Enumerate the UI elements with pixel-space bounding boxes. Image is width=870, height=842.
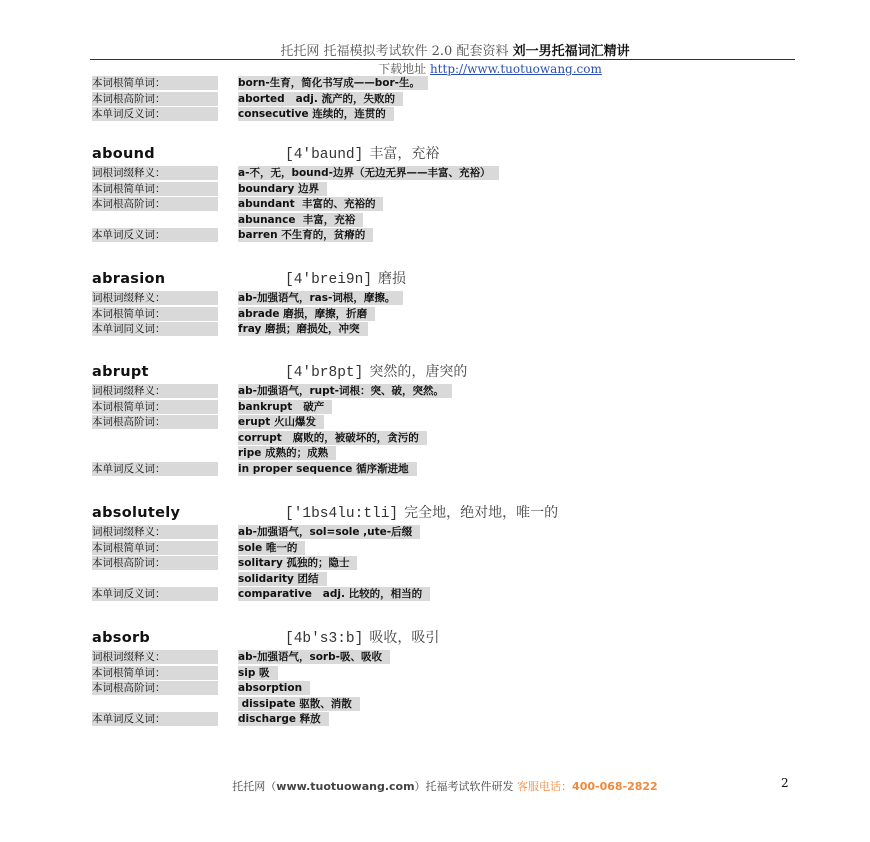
phonetic: [4b's3:b] — [285, 631, 364, 647]
row-value: ab-加强语气，ras-词根，摩擦。 — [238, 291, 403, 305]
row-label: 本单词反义词： — [92, 107, 218, 121]
entry-row — [92, 712, 792, 728]
entry-row — [92, 76, 792, 92]
page-footer — [0, 778, 870, 794]
row-label: 本词根简单词： — [92, 307, 218, 321]
row-value: ab-加强语气，sol=sole ,ute-后缀 — [238, 525, 420, 539]
phonetic: [4'brei9n] — [285, 272, 373, 288]
entry-heading — [92, 267, 792, 289]
row-value: a-不，无，bound-边界（无边无界——丰富、充裕） — [238, 166, 499, 180]
download-line — [0, 60, 870, 77]
row-label — [92, 213, 218, 227]
row-value: solitary 孤独的；隐士 — [238, 556, 357, 570]
row-label: 词根词缀释义： — [92, 384, 218, 398]
row-value: aborted adj. 流产的，失败的 — [238, 92, 403, 106]
row-label — [92, 431, 218, 445]
row-label — [92, 572, 218, 586]
row-label: 本词根简单词： — [92, 541, 218, 555]
entry-row — [92, 446, 792, 462]
headword: absolutely — [92, 505, 181, 521]
page-number: 2 — [781, 776, 789, 790]
row-label: 本词根简单词： — [92, 400, 218, 414]
row-label: 本词根高阶词： — [92, 415, 218, 429]
entry-heading — [92, 501, 792, 523]
phonetic: [4'baund] — [285, 147, 364, 163]
row-label: 本词根高阶词： — [92, 556, 218, 570]
footer-text: 托托网（ — [232, 780, 277, 793]
header-title-bold: 刘一男托福词汇精讲 — [512, 44, 630, 59]
entry-row — [92, 462, 792, 478]
row-value: abundant 丰富的、充裕的 — [238, 197, 383, 211]
row-label — [92, 446, 218, 460]
hotline-number: 400-068-2822 — [572, 780, 658, 793]
hotline-label: 客服电话： — [517, 780, 573, 793]
entry-abound — [92, 142, 792, 244]
entry-row — [92, 107, 792, 123]
entry-row — [92, 228, 792, 244]
row-value: dissipate 驱散、消散 — [238, 697, 360, 711]
download-label: 下载地址 — [378, 62, 427, 76]
entry-row — [92, 572, 792, 588]
row-value: sip 吸 — [238, 666, 278, 680]
meaning: 丰富，充裕 — [369, 146, 440, 162]
row-value: born-生育，简化书写成——bor-生。 — [238, 76, 428, 90]
row-value: discharge 释放 — [238, 712, 329, 726]
entry-row — [92, 681, 792, 697]
row-label: 本单词反义词： — [92, 712, 218, 726]
entry-row — [92, 166, 792, 182]
phonetic: [4'br8pt] — [285, 365, 364, 381]
entry-row — [92, 322, 792, 338]
row-label: 本词根简单词： — [92, 182, 218, 196]
entry-row — [92, 415, 792, 431]
row-value: ab-加强语气，sorb-吸、吸收 — [238, 650, 390, 664]
document-header-title — [0, 40, 870, 59]
row-label: 本单词反义词： — [92, 228, 218, 242]
row-label: 词根词缀释义： — [92, 525, 218, 539]
entry-row — [92, 384, 792, 400]
row-label — [92, 697, 218, 711]
footer-text-2: ）托福考试软件研发 — [414, 780, 514, 793]
entry-heading — [92, 142, 792, 164]
row-value: corrupt 腐败的，被破坏的，贪污的 — [238, 431, 427, 445]
row-value: fray 磨损；磨损处，冲突 — [238, 322, 368, 336]
entry-row — [92, 541, 792, 557]
entry-row — [92, 556, 792, 572]
entry-row — [92, 697, 792, 713]
headword: abound — [92, 146, 155, 162]
entry-row — [92, 307, 792, 323]
header-title-plain: 托托网 托福模拟考试软件 2.0 配套资料 — [280, 44, 509, 59]
row-value: solidarity 团结 — [238, 572, 327, 586]
headword: absorb — [92, 630, 151, 646]
row-label: 词根词缀释义： — [92, 291, 218, 305]
meaning: 完全地，绝对地，唯一的 — [404, 505, 559, 521]
entry-row — [92, 92, 792, 108]
row-value: absorption — [238, 681, 310, 695]
row-label: 本词根高阶词： — [92, 681, 218, 695]
entry-row — [92, 431, 792, 447]
entry-row — [92, 400, 792, 416]
entry-row — [92, 525, 792, 541]
entry-row — [92, 666, 792, 682]
row-label: 本单词同义词： — [92, 322, 218, 336]
row-value: abunance 丰富，充裕 — [238, 213, 363, 227]
row-value: boundary 边界 — [238, 182, 327, 196]
row-label: 词根词缀释义： — [92, 166, 218, 180]
entry-row — [92, 291, 792, 307]
row-value: barren 不生育的，贫瘠的 — [238, 228, 373, 242]
entry-heading — [92, 360, 792, 382]
row-value: abrade 磨损，摩擦，折磨 — [238, 307, 375, 321]
row-label: 本单词反义词： — [92, 462, 218, 476]
row-value: comparative adj. 比较的，相当的 — [238, 587, 430, 601]
row-value: erupt 火山爆发 — [238, 415, 324, 429]
row-value: ripe 成熟的；成熟 — [238, 446, 336, 460]
entry-abrasion — [92, 267, 792, 338]
entry-row — [92, 182, 792, 198]
entry-absolutely — [92, 501, 792, 603]
entry-row — [92, 197, 792, 213]
row-value: bankrupt 破产 — [238, 400, 332, 414]
intro-rows — [92, 76, 792, 123]
meaning: 磨损 — [378, 271, 407, 287]
row-label: 本词根高阶词： — [92, 197, 218, 211]
footer-site: www.tuotuowang.com — [276, 780, 415, 793]
row-value: ab-加强语气，rupt-词根：突、破，突然。 — [238, 384, 452, 398]
row-value: consecutive 连续的，连贯的 — [238, 107, 394, 121]
meaning: 突然的，唐突的 — [369, 364, 468, 380]
row-label: 本单词反义词： — [92, 587, 218, 601]
entry-row — [92, 587, 792, 603]
meaning: 吸收，吸引 — [369, 630, 440, 646]
row-label: 本词根简单词： — [92, 666, 218, 680]
row-value: sole 唯一的 — [238, 541, 305, 555]
headword: abrupt — [92, 364, 149, 380]
headword: abrasion — [92, 271, 166, 287]
entry-row — [92, 213, 792, 229]
row-label: 本词根简单词： — [92, 76, 218, 90]
download-link[interactable]: http://www.tuotuowang.com — [429, 62, 602, 76]
entry-row — [92, 650, 792, 666]
entry-abrupt — [92, 360, 792, 478]
phonetic: ['1bs4lu:tli] — [285, 506, 399, 522]
row-label: 词根词缀释义： — [92, 650, 218, 664]
entry-heading — [92, 626, 792, 648]
row-label: 本词根高阶词： — [92, 92, 218, 106]
entry-absorb — [92, 626, 792, 728]
row-value: in proper sequence 循序渐进地 — [238, 462, 417, 476]
